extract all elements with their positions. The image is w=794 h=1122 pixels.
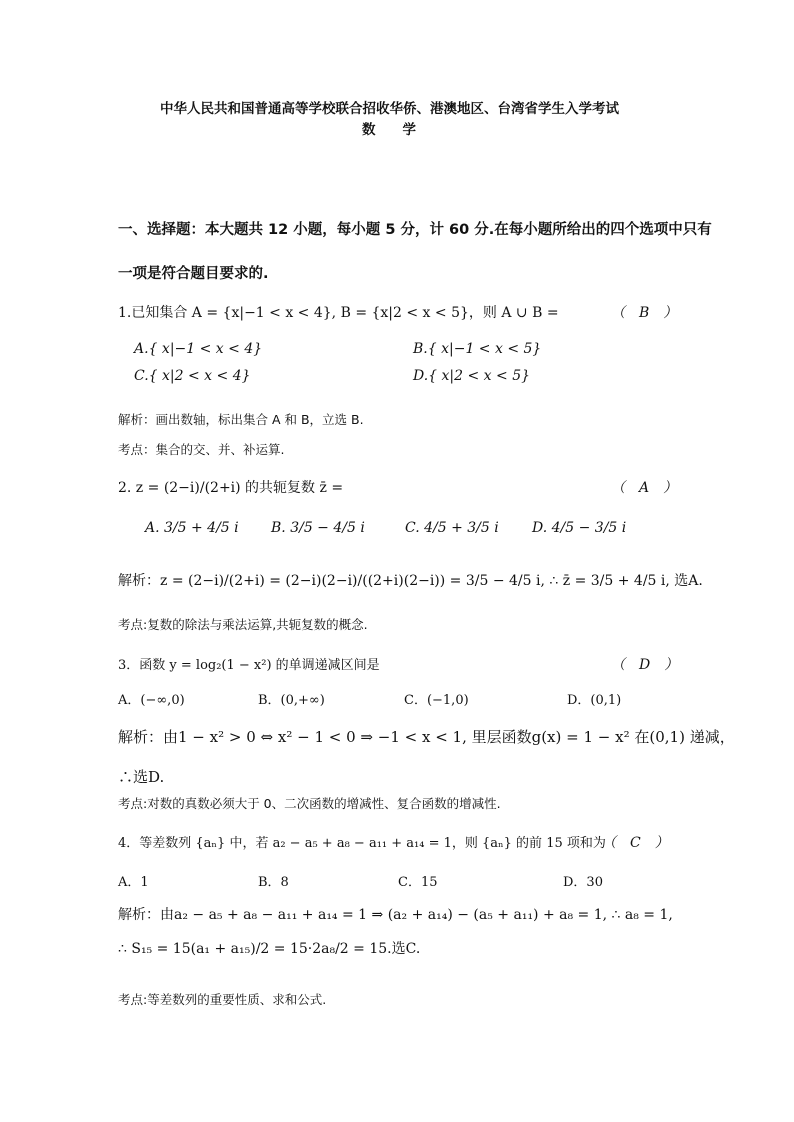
q4-solution-conclusion: ∴ S₁₅ = 15(a₁ + a₁₅)/2 = 15·2a₈/2 = 15.选C.	[118, 941, 421, 957]
q2-option-b: B. 3/5 − 4/5 i	[271, 520, 365, 536]
q3-answer: （ D ）	[611, 657, 679, 673]
q3-option-c: C．(−1,0)	[404, 693, 469, 708]
q4-option-a: A．1	[118, 875, 149, 890]
q3-option-d: D．(0,1)	[567, 693, 622, 708]
q3-point: 考点:对数的真数必须大于 0、二次函数的增减性、复合函数的增减性.	[118, 796, 501, 811]
q2-option-c: C. 4/5 + 3/5 i	[405, 520, 499, 536]
section-heading-line1: 一、选择题：本大题共 12 小题，每小题 5 分，计 60 分.在每小题所给出的四个选项中只有	[118, 222, 712, 238]
q4-option-d: D．30	[563, 875, 603, 890]
exam-subject: 数 学	[362, 122, 416, 138]
section-heading-line2: 一项是符合题目要求的.	[118, 266, 269, 282]
q1-option-a: A.{ x|−1 < x < 4}	[134, 341, 263, 357]
q4-stem: 4．等差数列 {aₙ} 中，若 a₂ − a₅ + a₈ − a₁₁ + a₁₄ = 1，则 {aₙ} 的前 15 项和为	[118, 836, 606, 851]
q1-point: 考点：集合的交、并、补运算.	[118, 442, 285, 457]
q4-option-b: B．8	[258, 875, 289, 890]
q1-option-b: B.{ x|−1 < x < 5}	[413, 341, 542, 357]
q3-option-a: A．(−∞,0)	[118, 693, 185, 708]
q1-option-c: C.{ x|2 < x < 4}	[134, 368, 251, 384]
q2-stem: 2. z = (2−i)/(2+i) 的共轭复数 z̄ =	[118, 480, 344, 496]
q3-solution: 解析：由1 − x² > 0 ⇔ x² − 1 < 0 ⇒ −1 < x < 1, 里层函数g(x) = 1 − x² 在(0,1) 递减，	[118, 728, 735, 746]
q2-solution: 解析：z = (2−i)/(2+i) = (2−i)(2−i)/((2+i)(2−i)) = 3/5 − 4/5 i, ∴ z̄ = 3/5 + 4/5 i, 选A.	[118, 573, 703, 589]
q4-option-c: C．15	[398, 875, 438, 890]
q1-answer: （ B ）	[611, 305, 678, 321]
q3-stem: 3．函数 y = log₂(1 − x²) 的单调递减区间是	[118, 658, 380, 673]
q1-solution: 解析：画出数轴，标出集合 A 和 B，立选 B.	[118, 412, 364, 427]
q4-solution: 解析：由a₂ − a₅ + a₈ − a₁₁ + a₁₄ = 1 ⇒ (a₂ + a₁₄) − (a₅ + a₁₁) + a₈ = 1, ∴ a₈ = 1,	[118, 907, 673, 923]
q2-point: 考点:复数的除法与乘法运算,共轭复数的概念.	[118, 617, 368, 632]
q3-solution-conclusion: ∴选D.	[118, 768, 165, 786]
q3-option-b: B．(0,+∞)	[258, 693, 325, 708]
exam-title: 中华人民共和国普通高等学校联合招收华侨、港澳地区、台湾省学生入学考试	[160, 101, 619, 117]
q2-option-d: D. 4/5 − 3/5 i	[532, 520, 627, 536]
q1-option-d: D.{ x|2 < x < 5}	[413, 368, 531, 384]
q4-answer: （ C ）	[602, 835, 669, 851]
q2-option-a: A. 3/5 + 4/5 i	[145, 520, 239, 536]
q4-point: 考点:等差数列的重要性质、求和公式.	[118, 992, 327, 1007]
q1-stem: 1.已知集合 A = {x|−1 < x < 4}, B = {x|2 < x < 5}，则 A ∪ B =	[118, 305, 559, 321]
q2-answer: （ A ）	[611, 480, 678, 496]
